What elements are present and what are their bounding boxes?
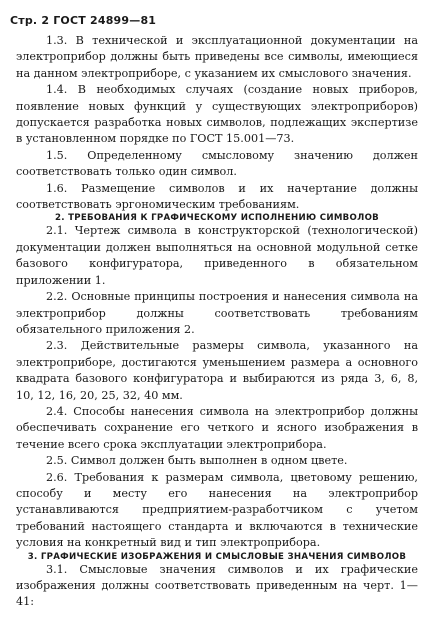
paragraph-1-3: 1.3. В технической и эксплуатационной документации на электроприбор должны быть приведены все символы, имеющиеся на данном электроприборе, с указанием их смыслового значения. [16,34,418,80]
paragraph-2-6: 2.6. Требования к размерам символа, цветовому решению, способу и месту его нанесения на электроприбор устанавливаются предприятием-разработчиком с учетом требований настоящего стандарта и включаются в технические условия на конкретный вид и тип электроприбора. [16,470,418,550]
paragraph-3-1: 3.1. Смысловые значения символов и их графические изображения должны соответствовать приведенным на черт. 1—41: [16,562,418,609]
section-2-heading: 2. ТРЕБОВАНИЯ К ГРАФИЧЕСКОМУ ИСПОЛНЕНИЮ СИМВОЛОВ [54,213,380,224]
section-3-heading: 3. ГРАФИЧЕСКИЕ ИЗОБРАЖЕНИЯ И СМЫСЛОВЫЕ ЗНАЧЕНИЯ СИМВОЛОВ [27,551,407,562]
paragraph-2-4: 2.4. Способы нанесения символа на электроприбор должны обеспечивать сохранение его четкого и ясного изображения в течение всего срока эксплуатации электроприбора. [16,404,418,451]
paragraph-2-1: 2.1. Чертеж символа в конструкторской (технологической) документации должен выполняться на основной модульной сетке базового конфигуратора, приведенного в обязательном приложении 1. [16,224,418,287]
paragraph-1-6: 1.6. Размещение символов и их начертание должны соответствовать эргономическим требованиям. [16,181,418,212]
paragraph-2-5: 2.5. Символ должен быть выполнен в одном цвете. [46,454,348,468]
paragraph-2-2: 2.2. Основные принципы построения и нанесения символа на электроприбор должны соответствовать требованиям обязательного приложения 2. [16,290,418,336]
paragraph-1-5: 1.5. Определенному смысловому значению должен соответствовать только один символ. [16,148,418,179]
paragraph-2-3: 2.3. Действительные размеры символа, указанного на электроприборе, достигаются уменьшением размера a основного квадрата базового конфигуратора и выбираются из ряда 3, 6, 8, 10, 12, 16, 20, 25, 32, 40 мм. [16,339,418,402]
page-content [16,33,418,611]
paragraph-1-4: 1.4. В необходимых случаях (создание новых приборов, появление новых функций у существующих электроприборов) допускается разработка новых символов, подлежащих экспертизе в установленном порядке по ГОСТ 15.001—73. [16,83,418,146]
page-header: Стр. 2 ГОСТ 24899—81 [10,14,157,27]
